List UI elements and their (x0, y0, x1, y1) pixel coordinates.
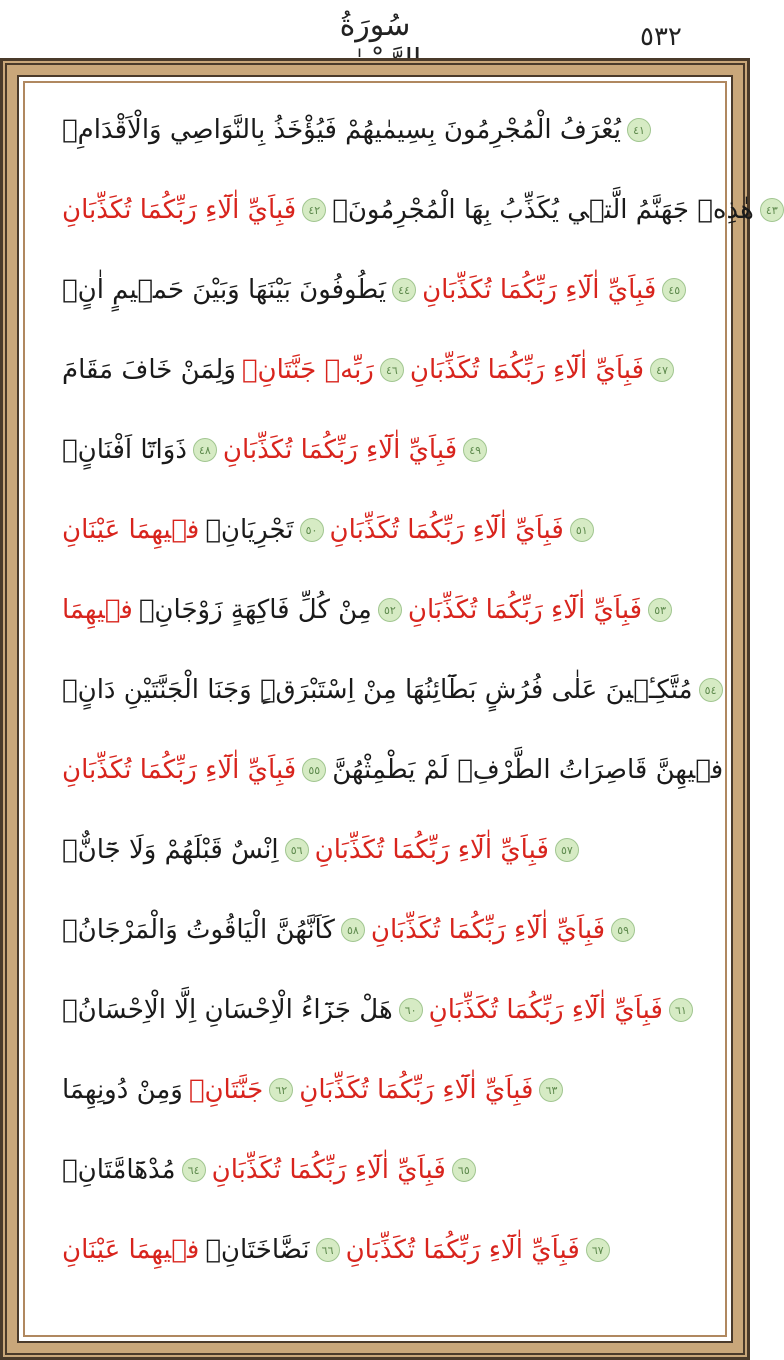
ayah-marker-icon: ٥٧ (555, 838, 579, 862)
page-header (0, 0, 750, 55)
text-line-1 (62, 90, 682, 170)
highlight-text: جَنَّتَانِۚ (188, 1075, 264, 1105)
verse-text: يُعْرَفُ الْمُجْرِمُونَ بِسِيمٰيهُمْ فَيُؤْخَذُ بِالنَّوَاصِي وَالْاَقْدَامِۚ (62, 115, 621, 145)
page-number: ٥٣٢ (640, 22, 682, 52)
ayah-marker-icon: ٤٩ (463, 438, 487, 462)
verse-text: وَمِنْ دُونِهِمَا (62, 1075, 183, 1105)
highlight-text: ف۪يهِمَا عَيْنَانِ (62, 1235, 200, 1265)
ayah-marker-icon: ٥٣ (648, 598, 672, 622)
highlight-text: ف۪يهِمَا عَيْنَانِ (62, 515, 200, 545)
refrain-text: فَبِاَيِّ اٰلَٓاءِ رَبِّكُمَا تُكَذِّبَانِ (62, 195, 297, 225)
ayah-marker-icon: ٦١ (669, 998, 693, 1022)
ayah-marker-icon: ٦٠ (399, 998, 423, 1022)
verse-text: يَطُوفُونَ بَيْنَهَا وَبَيْنَ حَم۪يمٍ اٰنٍۚ (62, 275, 387, 305)
ayah-marker-icon: ٤٥ (662, 278, 686, 302)
highlight-text: رَبِّه۪ جَنَّتَانِۚ (241, 355, 374, 385)
ayah-marker-icon: ٦٢ (269, 1078, 293, 1102)
text-line-13 (62, 1050, 682, 1130)
ayah-marker-icon: ٥١ (570, 518, 594, 542)
verse-text: مُتَّكِـ۪ٔينَ عَلٰى فُرُشٍ بَطَٓائِنُهَا مِنْ اِسْتَبْرَقٍۜ وَجَنَا الْجَنَّتَيْنِ دَانٍۚ (62, 675, 693, 705)
ayah-marker-icon: ٦٥ (452, 1158, 476, 1182)
verse-text: وَلِمَنْ خَافَ مَقَامَ (62, 355, 236, 385)
refrain-text: فَبِاَيِّ اٰلَٓاءِ رَبِّكُمَا تُكَذِّبَانِ (407, 595, 643, 625)
verse-text: مُدْهَٓامَّتَانِۚ (62, 1155, 176, 1185)
refrain-text: فَبِاَيِّ اٰلَٓاءِ رَبِّكُمَا تُكَذِّبَانِ (409, 355, 645, 385)
text-line-12 (62, 970, 687, 1050)
refrain-text: فَبِاَيِّ اٰلَٓاءِ رَبِّكُمَا تُكَذِّبَانِ (62, 755, 297, 785)
text-line-8 (62, 650, 717, 730)
text-line-6 (62, 490, 682, 570)
text-line-10 (62, 810, 682, 890)
refrain-text: فَبِاَيِّ اٰلَٓاءِ رَبِّكُمَا تُكَذِّبَانِ (222, 435, 458, 465)
text-line-2 (62, 170, 778, 250)
refrain-text: فَبِاَيِّ اٰلَٓاءِ رَبِّكُمَا تُكَذِّبَانِ (211, 1155, 446, 1185)
ayah-marker-icon: ٦٤ (182, 1158, 206, 1182)
ayah-marker-icon: ٥٨ (341, 918, 365, 942)
ayah-marker-icon: ٥٦ (285, 838, 309, 862)
verse-text: هَلْ جَزَٓاءُ الْاِحْسَانِ اِلَّا الْاِحْسَانُۚ (62, 995, 393, 1025)
ayah-marker-icon: ٤٣ (760, 198, 784, 222)
text-line-3 (62, 250, 682, 330)
refrain-text: فَبِاَيِّ اٰلَٓاءِ رَبِّكُمَا تُكَذِّبَانِ (299, 1075, 534, 1105)
verse-text: نَضَّاخَتَانِۚ (205, 1235, 310, 1265)
quran-text-area (62, 90, 778, 1290)
refrain-text: فَبِاَيِّ اٰلَٓاءِ رَبِّكُمَا تُكَذِّبَانِ (422, 275, 657, 305)
ayah-marker-icon: ٥٩ (611, 918, 635, 942)
ayah-marker-icon: ٤٢ (302, 198, 326, 222)
ayah-marker-icon: ٥٠ (300, 518, 324, 542)
verse-text: ذَوَاتَٓا اَفْنَانٍۚ (62, 435, 187, 465)
refrain-text: فَبِاَيِّ اٰلَٓاءِ رَبِّكُمَا تُكَذِّبَانِ (345, 1235, 580, 1265)
ayah-marker-icon: ٦٣ (539, 1078, 563, 1102)
verse-text: تَجْرِيَانِۚ (205, 515, 294, 545)
text-line-5 (62, 410, 682, 490)
highlight-text: ف۪يهِمَا (62, 595, 133, 625)
verse-text: كَاَنَّهُنَّ الْيَاقُوتُ وَالْمَرْجَانُۚ (62, 915, 335, 945)
text-line-9 (62, 730, 724, 810)
ayah-marker-icon: ٥٤ (699, 678, 723, 702)
verse-text: ف۪يهِنَّ قَاصِرَاتُ الطَّرْفِۙ لَمْ يَطْمِثْهُنَّ (332, 755, 724, 785)
ayah-marker-icon: ٦٦ (316, 1238, 340, 1262)
verse-text: مِنْ كُلِّ فَاكِهَةٍ زَوْجَانِۚ (138, 595, 372, 625)
refrain-text: فَبِاَيِّ اٰلَٓاءِ رَبِّكُمَا تُكَذِّبَانِ (370, 915, 606, 945)
ayah-marker-icon: ٥٥ (302, 758, 326, 782)
ayah-marker-icon: ٥٢ (378, 598, 402, 622)
text-line-7 (62, 570, 682, 650)
verse-text: اِنْسٌ قَبْلَهُمْ وَلَا جَٓانٌّۚ (62, 835, 279, 865)
ayah-marker-icon: ٤٦ (380, 358, 404, 382)
ayah-marker-icon: ٤٧ (650, 358, 674, 382)
text-line-4 (62, 330, 682, 410)
ayah-marker-icon: ٤٤ (392, 278, 416, 302)
ayah-marker-icon: ٤١ (627, 118, 651, 142)
refrain-text: فَبِاَيِّ اٰلَٓاءِ رَبِّكُمَا تُكَذِّبَانِ (314, 835, 549, 865)
text-line-14 (62, 1130, 682, 1210)
verse-text: هٰذِهٖ جَهَنَّمُ الَّت۪ي يُكَذِّبُ بِهَا الْمُجْرِمُونَۢ (332, 195, 754, 225)
refrain-text: فَبِاَيِّ اٰلَٓاءِ رَبِّكُمَا تُكَذِّبَانِ (329, 515, 564, 545)
text-line-11 (62, 890, 682, 970)
ayah-marker-icon: ٤٨ (193, 438, 217, 462)
refrain-text: فَبِاَيِّ اٰلَٓاءِ رَبِّكُمَا تُكَذِّبَانِ (428, 995, 663, 1025)
text-line-15 (62, 1210, 682, 1290)
surah-title: سُورَةُ (339, 8, 411, 43)
ayah-marker-icon: ٦٧ (586, 1238, 610, 1262)
